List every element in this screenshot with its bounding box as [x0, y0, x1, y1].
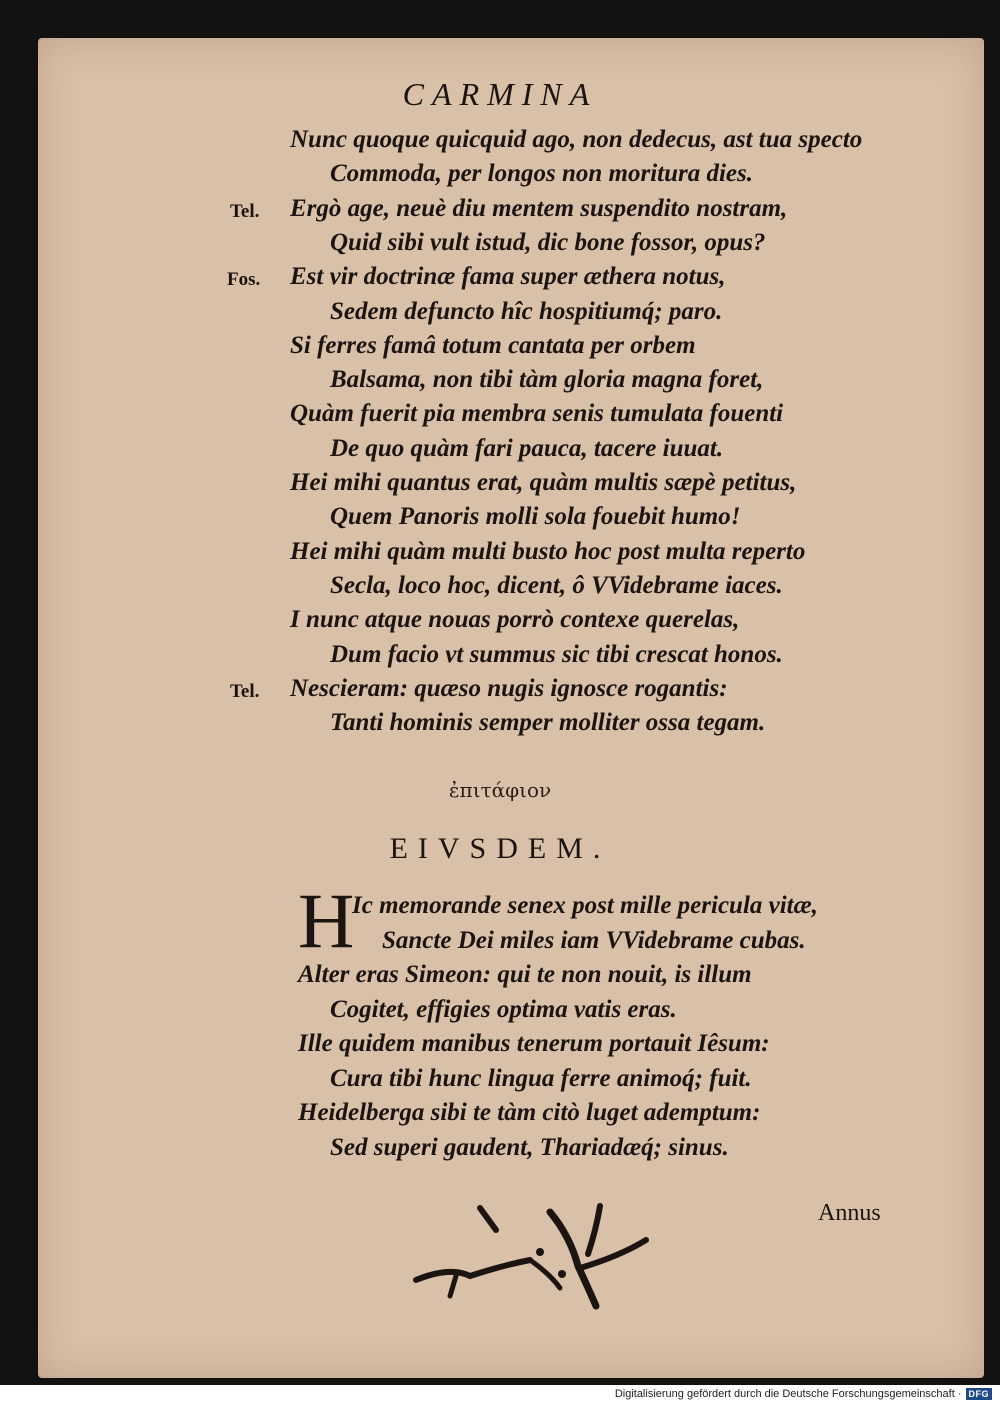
dfg-logo-icon[interactable]: DFG	[966, 1388, 993, 1400]
verse-line: Quid sibi vult istud, dic bone fossor, opus?	[330, 228, 766, 256]
speaker-label: Tel.	[230, 200, 260, 222]
verse-line: Quàm fuerit pia membra senis tumulata fouenti	[290, 400, 784, 428]
verse-line: De quo quàm fari pauca, tacere iuuat.	[330, 434, 724, 462]
speaker-label: Tel.	[230, 680, 260, 702]
verse-line: Cura tibi hunc lingua ferre animoq́; fuit.	[330, 1064, 752, 1092]
verse-line: Heidelberga sibi te tàm citò luget ademptum:	[298, 1099, 761, 1126]
footer-credit: Digitalisierung gefördert durch die Deutsche Forschungsgemeinschaft ·	[614, 1388, 962, 1400]
verse-line: Balsama, non tibi tàm gloria magna foret,	[330, 366, 764, 394]
verse-line: Nunc quoque quicquid ago, non dedecus, ast tua specto	[290, 126, 863, 153]
verse-line: Commoda, per longos non moritura dies.	[330, 160, 753, 188]
speaker-label: Fos.	[227, 269, 261, 291]
drop-cap: H	[298, 877, 355, 964]
verse-line: I nunc atque nouas porrò contexe querelas,	[290, 606, 740, 634]
verse-line: Sancte Dei miles iam VVidebrame cubas.	[382, 926, 806, 954]
verse-line: Ille quidem manibus tenerum portauit Iêsum:	[298, 1030, 770, 1057]
catchword: Annus	[818, 1200, 881, 1226]
section-title: EIVSDEM.	[389, 832, 611, 865]
footer	[615, 1388, 992, 1400]
verse-line: Cogitet, effigies optima vatis eras.	[330, 995, 677, 1023]
verse-line: Sed superi gaudent, Thariadæq́; sinus.	[330, 1133, 729, 1161]
running-head: CARMINA	[402, 76, 598, 112]
verse-line: Tanti hominis semper molliter ossa tegam.	[330, 709, 766, 737]
verse-line: Est vir doctrinæ fama super æthera notus,	[290, 263, 726, 291]
verse-line: Si ferres famâ totum cantata per orbem	[290, 331, 696, 359]
greek-heading: ἐπιτάφιον	[448, 778, 552, 802]
verse-line: Hei mihi quàm multi busto hoc post multa reperto	[290, 537, 806, 565]
verse-line: Ic memorande senex post mille pericula vitæ,	[352, 892, 818, 919]
verse-line: Quem Panoris molli sola fouebit humo!	[330, 503, 741, 531]
verse-line: Nescieram: quæso nugis ignosce rogantis:	[290, 674, 728, 702]
verse-line: Ergò age, neuè diu mentem suspendito nostram,	[290, 194, 788, 222]
printer-ornament-icon	[410, 1196, 710, 1316]
verse-line: Alter eras Simeon: qui te non nouit, is illum	[298, 961, 752, 988]
verse-line: Sedem defuncto hîc hospitiumq́; paro.	[330, 297, 723, 325]
verse-line: Dum facio vt summus sic tibi crescat honos.	[330, 640, 783, 668]
verse-line: Secla, loco hoc, dicent, ô VVidebrame iaces.	[330, 571, 783, 599]
verse-line: Hei mihi quantus erat, quàm multis sæpè petitus,	[290, 469, 797, 496]
